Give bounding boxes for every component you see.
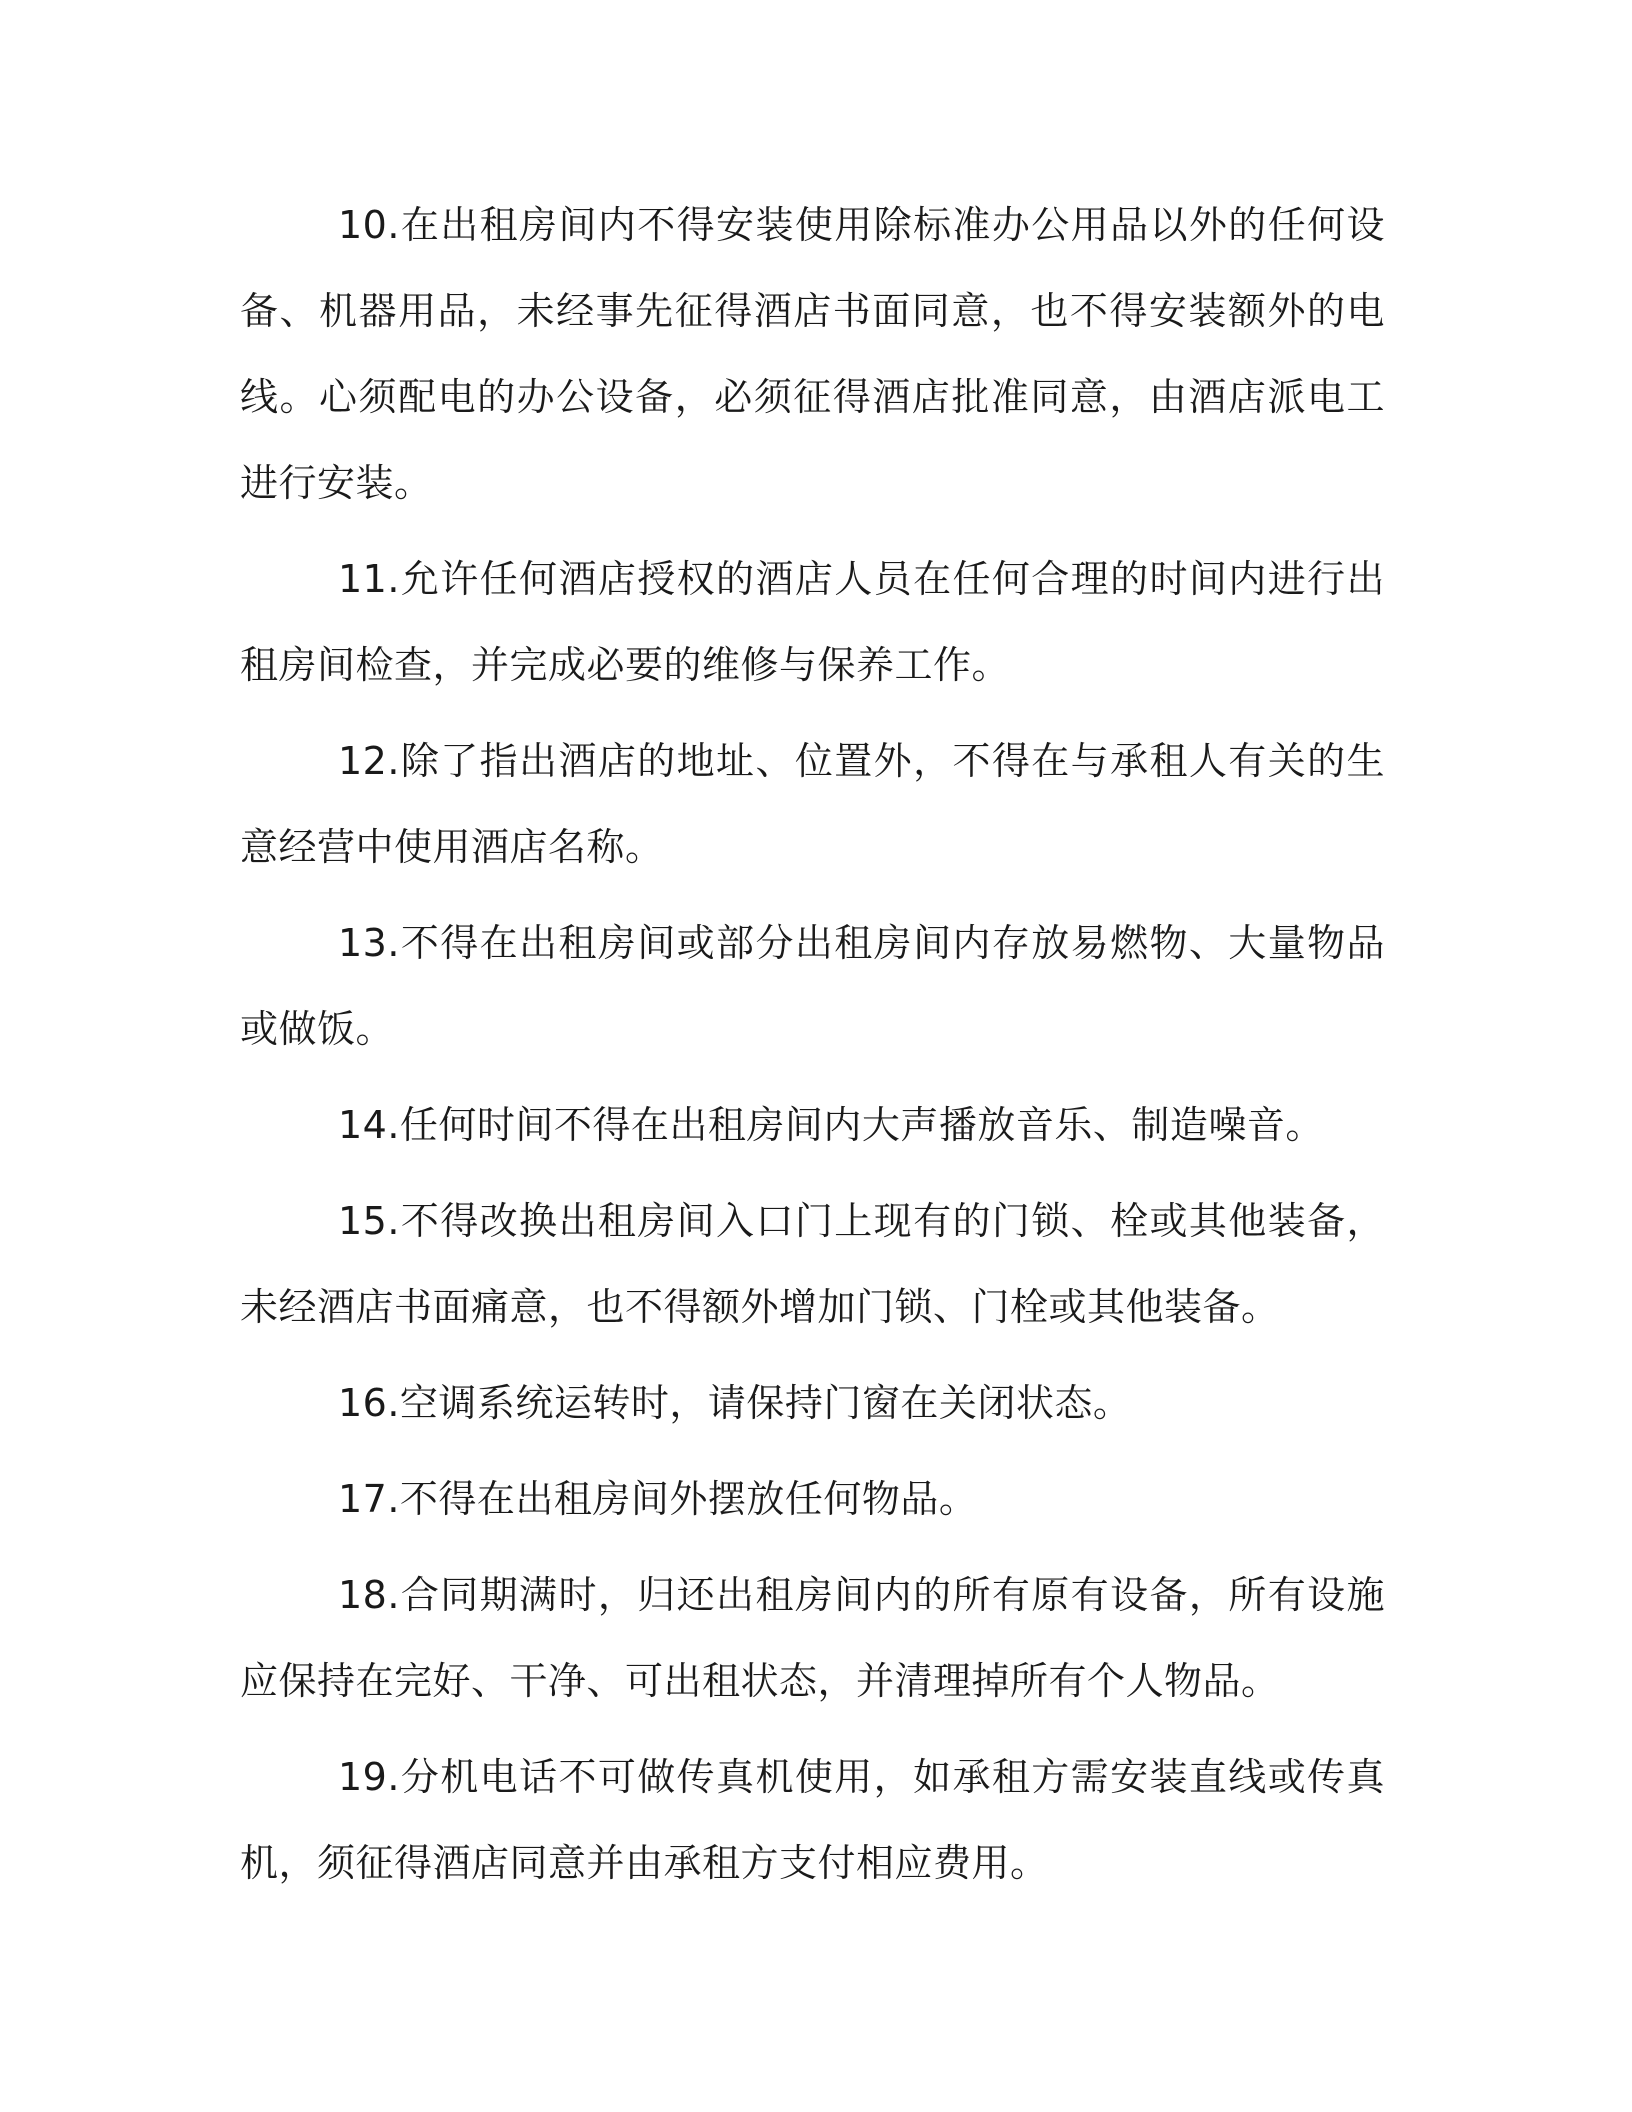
clause-10: 10.在出租房间内不得安装使用除标准办公用品以外的任何设备、机器用品，未经事先征得酒店书面同意，也不得安装额外的电线。心须配电的办公设备，必须征得酒店批准同意，由酒店派电工进行安装。: [240, 203, 1385, 505]
clause-13: 13.不得在出租房间或部分出租房间内存放易燃物、大量物品或做饭。: [240, 921, 1385, 1051]
clause-11: 11.允许任何酒店授权的酒店人员在任何合理的时间内进行出租房间检查，并完成必要的维修与保养工作。: [240, 557, 1385, 687]
clause-12: 12.除了指出酒店的地址、位置外，不得在与承租人有关的生意经营中使用酒店名称。: [240, 739, 1385, 869]
clause-14: 14.任何时间不得在出租房间内大声播放音乐、制造噪音。: [338, 1103, 1324, 1147]
clause-list: [240, 182, 1385, 1916]
clause-16: 16.空调系统运转时，请保持门窗在关闭状态。: [338, 1381, 1132, 1425]
clause-17: 17.不得在出租房间外摆放任何物品。: [338, 1477, 978, 1521]
clause-15: 15.不得改换出租房间入口门上现有的门锁、栓或其他装备，未经酒店书面痛意，也不得额外增加门锁、门栓或其他装备。: [240, 1199, 1385, 1329]
clause-18: 18.合同期满时，归还出租房间内的所有原有设备，所有设施应保持在完好、干净、可出租状态，并清理掉所有个人物品。: [240, 1573, 1385, 1703]
clause-19: 19.分机电话不可做传真机使用，如承租方需安装直线或传真机，须征得酒店同意并由承租方支付相应费用。: [240, 1755, 1385, 1885]
